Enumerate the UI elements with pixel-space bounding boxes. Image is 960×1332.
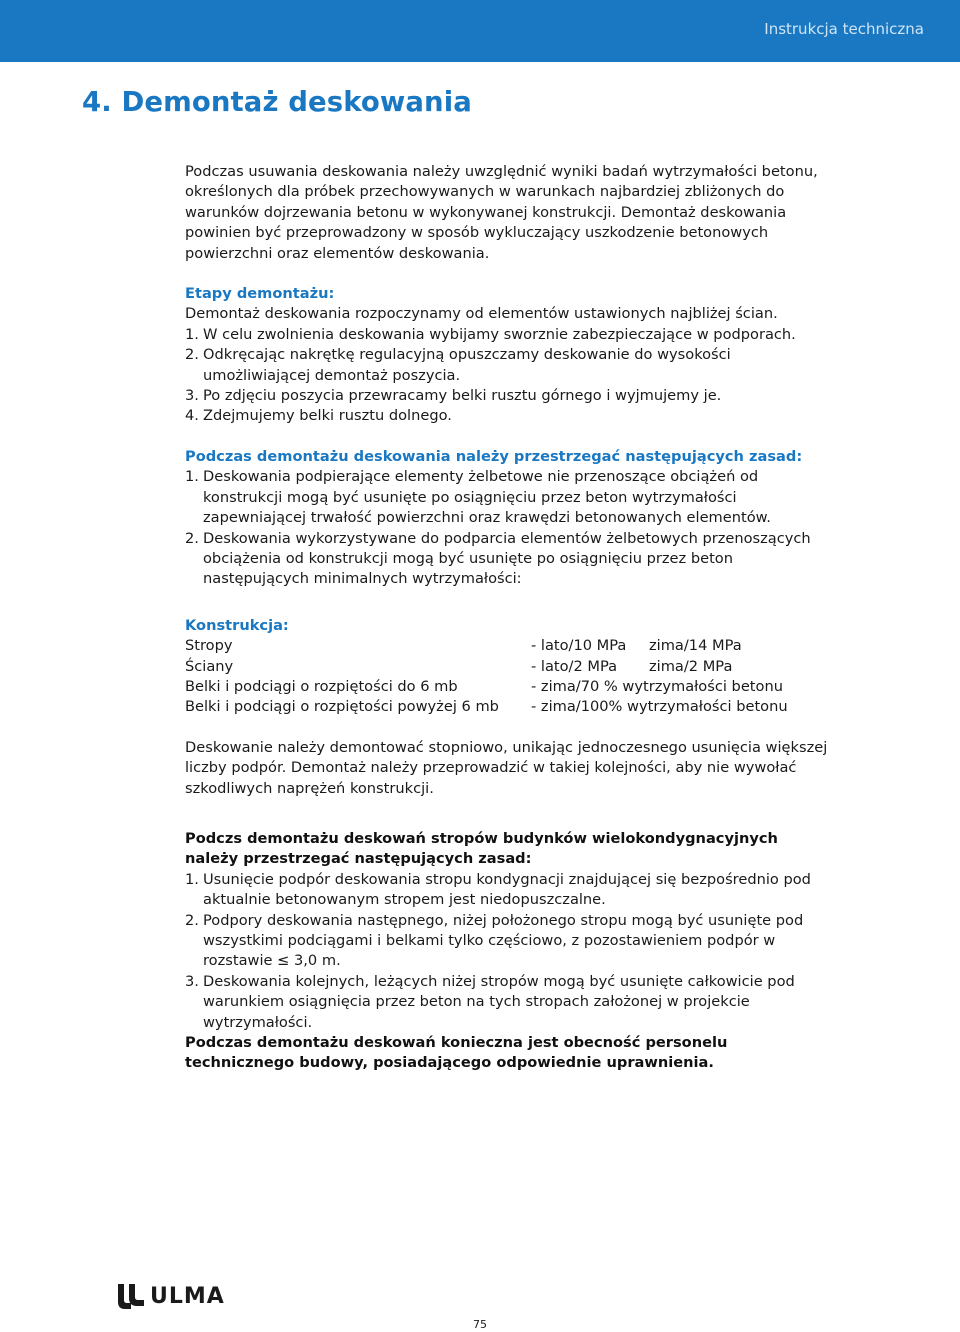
list-item bbox=[185, 870, 830, 911]
table-cell-requirement: - zima/100% wytrzymałości betonu bbox=[531, 698, 788, 716]
list-number: 1. bbox=[185, 325, 199, 343]
list-text: W celu zwolnienia deskowania wybijamy sworznie zabezpieczające w podporach. bbox=[203, 325, 796, 343]
list-number: 4. bbox=[185, 407, 199, 425]
table-cell-summer: - lato/2 MPa bbox=[531, 657, 618, 675]
list-item bbox=[185, 467, 830, 528]
stopniowo-paragraph: Deskowanie należy demontować stopniowo, unikając jednoczesnego usunięcia większej liczby podpór. Demontaż należy przeprowadzić w takiej kolejności, aby nie wywołać szkodliwych naprężeń konstrukcji. bbox=[185, 738, 828, 797]
stropy-closing: Podczas demontażu deskowań konieczna jest obecność personelu technicznego budowy, posiadającego odpowiednie uprawnienia. bbox=[185, 1034, 728, 1072]
page-number: 75 bbox=[473, 1318, 487, 1331]
header-label: Instrukcja techniczna bbox=[764, 20, 924, 38]
table-cell-element: Belki i podciągi o rozpiętości powyżej 6 mb bbox=[185, 698, 499, 716]
list-item bbox=[185, 325, 830, 345]
ulma-logo bbox=[116, 1283, 225, 1309]
etapy-lead: Demontaż deskowania rozpoczynamy od elementów ustawionych najbliżej ścian. bbox=[185, 305, 778, 323]
top-bar bbox=[0, 0, 960, 62]
table-row bbox=[185, 657, 788, 677]
list-item bbox=[185, 386, 830, 406]
list-item bbox=[185, 345, 830, 386]
zasady-heading: Podczas demontażu deskowania należy przestrzegać następujących zasad: bbox=[185, 447, 803, 465]
ulma-logo-icon bbox=[116, 1283, 146, 1309]
table-row bbox=[185, 677, 788, 697]
table-cell-winter: zima/2 MPa bbox=[649, 657, 733, 675]
list-text: Zdejmujemy belki rusztu dolnego. bbox=[203, 407, 452, 425]
intro-paragraph: Podczas usuwania deskowania należy uwzględnić wyniki badań wytrzymałości betonu, określonych dla próbek przechowywanych w warunkach najbardziej zbliżonych do warunków dojrzewania betonu w wykonywanej konstrukcji. Demontaż deskowania powinien być przeprowadzony w sposób wykluczający uszkodzenie betonowych powierzchni oraz elementów deskowania. bbox=[185, 163, 818, 262]
list-text: Deskowania kolejnych, leżących niżej stropów mogą być usunięte całkowicie pod warunkiem osiągnięcia przez beton na tych stropach założonej w projekcie wytrzymałości. bbox=[203, 972, 795, 1031]
table-cell-winter: zima/14 MPa bbox=[649, 637, 742, 655]
list-text: Deskowania wykorzystywane do podparcia elementów żelbetowych przenoszących obciążenia od konstrukcji mogą być usunięte po osiągnięciu przez beton następujących minimalnych wytrzymałości: bbox=[203, 529, 811, 588]
stropy-list bbox=[185, 870, 830, 1033]
table-row bbox=[185, 697, 788, 717]
list-text: Usunięcie podpór deskowania stropu kondygnacji znajdującej się bezpośrednio pod aktualnie betonowanym stropem jest niedopuszczalne. bbox=[203, 870, 811, 909]
table-cell-element: Stropy bbox=[185, 637, 233, 655]
list-text: Podpory deskowania następnego, niżej położonego stropu mogą być usunięte pod wszystkimi podciągami i belkami tylko częściowo, z pozostawieniem podpór w rozstawie ≤ 3,0 m. bbox=[203, 911, 804, 970]
list-item bbox=[185, 529, 830, 590]
list-item bbox=[185, 972, 830, 1033]
logo-text: ULMA bbox=[150, 1283, 225, 1309]
konstrukcja-table bbox=[185, 636, 788, 718]
table-cell-element: Belki i podciągi o rozpiętości do 6 mb bbox=[185, 677, 458, 695]
content bbox=[185, 162, 830, 1074]
table-cell-element: Ściany bbox=[185, 657, 234, 675]
list-number: 2. bbox=[185, 911, 199, 929]
page-title: 4. Demontaż deskowania bbox=[82, 86, 472, 118]
list-item bbox=[185, 406, 830, 426]
list-number: 3. bbox=[185, 387, 199, 405]
etapy-heading: Etapy demontażu: bbox=[185, 285, 335, 303]
list-number: 3. bbox=[185, 972, 199, 990]
table-cell-summer: - lato/10 MPa bbox=[531, 637, 627, 655]
list-item bbox=[185, 911, 830, 972]
list-text: Deskowania podpierające elementy żelbetowe nie przenoszące obciążeń od konstrukcji mogą być usunięte po osiągnięciu przez beton wytrzymałości zapewniającej trwałość powierzchni oraz krawędzi betonowanych elementów. bbox=[203, 468, 771, 527]
list-number: 2. bbox=[185, 346, 199, 364]
zasady-list bbox=[185, 467, 830, 589]
table-row bbox=[185, 636, 788, 656]
list-number: 1. bbox=[185, 468, 199, 486]
list-text: Po zdjęciu poszycia przewracamy belki rusztu górnego i wyjmujemy je. bbox=[203, 387, 722, 405]
table-cell-requirement: - zima/70 % wytrzymałości betonu bbox=[531, 677, 783, 695]
stropy-heading: Podczs demontażu deskowań stropów budynków wielokondygnacyjnych należy przestrzegać następujących zasad: bbox=[185, 829, 778, 868]
list-number: 2. bbox=[185, 529, 199, 547]
list-number: 1. bbox=[185, 870, 199, 888]
konstrukcja-heading: Konstrukcja: bbox=[185, 616, 289, 634]
etapy-list bbox=[185, 325, 830, 427]
list-text: Odkręcając nakrętkę regulacyjną opuszczamy deskowanie do wysokości umożliwiającej demontaż poszycia. bbox=[203, 346, 731, 384]
